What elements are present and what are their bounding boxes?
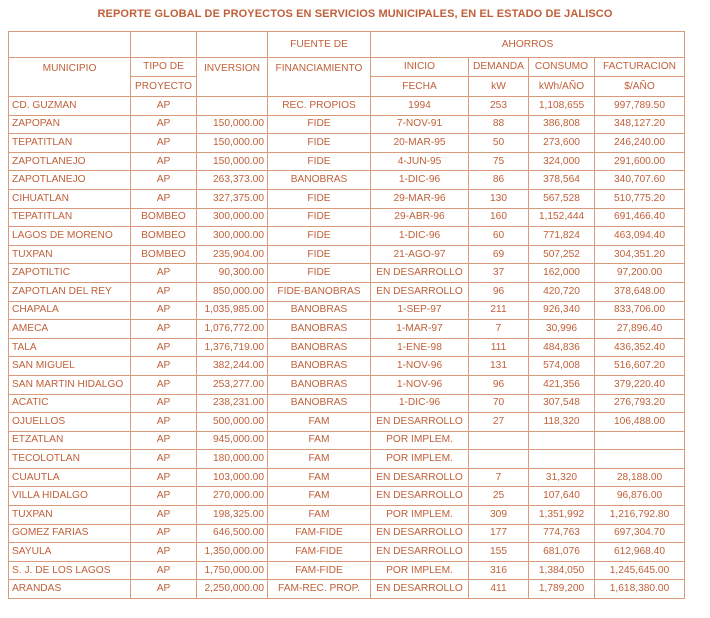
cell-facturacion: 379,220.40: [595, 375, 685, 394]
cell-facturacion: 276,793.20: [595, 394, 685, 413]
table-row: [9, 189, 685, 208]
cell-fuente: FIDE-BANOBRAS: [268, 282, 371, 301]
cell-tipo: AP: [131, 320, 197, 339]
cell-tipo: AP: [131, 264, 197, 283]
cell-inversion: 263,373.00: [197, 171, 268, 190]
cell-fuente: BANOBRAS: [268, 171, 371, 190]
cell-inicio: 1-DIC-96: [371, 227, 469, 246]
table-row: [9, 282, 685, 301]
cell-municipio: VILLA HIDALGO: [9, 487, 131, 506]
cell-fuente: FIDE: [268, 189, 371, 208]
cell-facturacion: [595, 431, 685, 450]
cell-inversion: 1,035,985.00: [197, 301, 268, 320]
cell-consumo: 774,763: [529, 524, 595, 543]
cell-demanda: 86: [469, 171, 529, 190]
cell-inversion: 238,231.00: [197, 394, 268, 413]
cell-consumo: 420,720: [529, 282, 595, 301]
cell-inversion: 1,350,000.00: [197, 543, 268, 562]
cell-tipo: AP: [131, 468, 197, 487]
cell-inicio: 4-JUN-95: [371, 152, 469, 171]
cell-fuente: FIDE: [268, 115, 371, 134]
cell-fuente: FIDE: [268, 245, 371, 264]
cell-facturacion: 510,775.20: [595, 189, 685, 208]
table-row: [9, 171, 685, 190]
cell-consumo: 324,000: [529, 152, 595, 171]
cell-demanda: 25: [469, 487, 529, 506]
cell-fuente: FAM-FIDE: [268, 543, 371, 562]
cell-facturacion: 691,466.40: [595, 208, 685, 227]
cell-tipo: AP: [131, 580, 197, 599]
cell-inicio: EN DESARROLLO: [371, 524, 469, 543]
cell-demanda: 96: [469, 282, 529, 301]
cell-facturacion: 612,968.40: [595, 543, 685, 562]
table-row: [9, 134, 685, 153]
cell-consumo: 1,108,655: [529, 97, 595, 116]
cell-tipo: AP: [131, 506, 197, 525]
cell-municipio: ARANDAS: [9, 580, 131, 599]
table-row: [9, 506, 685, 525]
cell-fuente: BANOBRAS: [268, 357, 371, 376]
table-row: [9, 115, 685, 134]
cell-tipo: AP: [131, 561, 197, 580]
table-row: [9, 413, 685, 432]
cell-demanda: 69: [469, 245, 529, 264]
cell-consumo: 378,564: [529, 171, 595, 190]
cell-fuente: BANOBRAS: [268, 320, 371, 339]
cell-consumo: 421,356: [529, 375, 595, 394]
header-blank-tipo: [131, 32, 197, 58]
cell-facturacion: 697,304.70: [595, 524, 685, 543]
table-row: [9, 208, 685, 227]
table-row: [9, 227, 685, 246]
cell-facturacion: 1,245,645.00: [595, 561, 685, 580]
header-tipo-line2: PROYECTO: [131, 77, 197, 97]
cell-demanda: 211: [469, 301, 529, 320]
table-row: [9, 152, 685, 171]
header-consumo-line1: CONSUMO: [529, 58, 595, 77]
cell-consumo: 1,789,200: [529, 580, 595, 599]
cell-tipo: AP: [131, 394, 197, 413]
cell-demanda: 130: [469, 189, 529, 208]
cell-facturacion: [595, 450, 685, 469]
cell-consumo: [529, 431, 595, 450]
cell-inversion: 382,244.00: [197, 357, 268, 376]
cell-facturacion: 304,351.20: [595, 245, 685, 264]
cell-inicio: 1-ENE-98: [371, 338, 469, 357]
header-inicio-line2: FECHA: [371, 77, 469, 97]
cell-inicio: 1-NOV-96: [371, 357, 469, 376]
cell-inicio: EN DESARROLLO: [371, 487, 469, 506]
projects-table: [8, 31, 685, 599]
cell-demanda: 160: [469, 208, 529, 227]
cell-facturacion: 378,648.00: [595, 282, 685, 301]
cell-fuente: FAM: [268, 468, 371, 487]
header-consumo-line2: kWh/AÑO: [529, 77, 595, 97]
cell-fuente: FIDE: [268, 227, 371, 246]
cell-fuente: FAM: [268, 431, 371, 450]
cell-facturacion: 516,607.20: [595, 357, 685, 376]
cell-municipio: TECOLOTLAN: [9, 450, 131, 469]
cell-municipio: LAGOS DE MORENO: [9, 227, 131, 246]
cell-facturacion: 27,896.40: [595, 320, 685, 339]
cell-fuente: FAM: [268, 506, 371, 525]
cell-inversion: 1,376,719.00: [197, 338, 268, 357]
cell-tipo: BOMBEO: [131, 245, 197, 264]
cell-facturacion: 246,240.00: [595, 134, 685, 153]
table-row: [9, 431, 685, 450]
cell-inversion: 150,000.00: [197, 134, 268, 153]
cell-consumo: 1,152,444: [529, 208, 595, 227]
cell-inicio: 21-AGO-97: [371, 245, 469, 264]
cell-inicio: POR IMPLEM.: [371, 450, 469, 469]
cell-inicio: 1994: [371, 97, 469, 116]
cell-municipio: CUAUTLA: [9, 468, 131, 487]
cell-inversion: 198,325.00: [197, 506, 268, 525]
cell-inversion: 945,000.00: [197, 431, 268, 450]
cell-facturacion: 28,188.00: [595, 468, 685, 487]
table-row: [9, 543, 685, 562]
cell-municipio: SAYULA: [9, 543, 131, 562]
cell-fuente: FAM-FIDE: [268, 561, 371, 580]
report-title: REPORTE GLOBAL DE PROYECTOS EN SERVICIOS MUNICIPALES, EN EL ESTADO DE JALISCO: [97, 8, 613, 20]
cell-inversion: 327,375.00: [197, 189, 268, 208]
table-row: [9, 561, 685, 580]
cell-demanda: 60: [469, 227, 529, 246]
cell-inversion: 850,000.00: [197, 282, 268, 301]
cell-inversion: [197, 97, 268, 116]
cell-municipio: SAN MIGUEL: [9, 357, 131, 376]
cell-inicio: EN DESARROLLO: [371, 468, 469, 487]
cell-municipio: TEPATITLAN: [9, 208, 131, 227]
table-row: [9, 468, 685, 487]
cell-consumo: 926,340: [529, 301, 595, 320]
cell-inversion: 270,000.00: [197, 487, 268, 506]
cell-municipio: CHAPALA: [9, 301, 131, 320]
cell-facturacion: 340,707.60: [595, 171, 685, 190]
cell-inicio: 1-DIC-96: [371, 394, 469, 413]
cell-fuente: BANOBRAS: [268, 338, 371, 357]
cell-municipio: S. J. DE LOS LAGOS: [9, 561, 131, 580]
cell-inversion: 235,904.00: [197, 245, 268, 264]
cell-consumo: 681,076: [529, 543, 595, 562]
cell-tipo: AP: [131, 357, 197, 376]
cell-facturacion: 96,876.00: [595, 487, 685, 506]
cell-tipo: AP: [131, 487, 197, 506]
table-row: [9, 580, 685, 599]
cell-inversion: 90,300.00: [197, 264, 268, 283]
cell-consumo: 771,824: [529, 227, 595, 246]
cell-inicio: EN DESARROLLO: [371, 413, 469, 432]
cell-consumo: 162,000: [529, 264, 595, 283]
cell-tipo: AP: [131, 375, 197, 394]
header-facturacion-line1: FACTURACION: [595, 58, 685, 77]
cell-inicio: 29-ABR-96: [371, 208, 469, 227]
cell-demanda: 75: [469, 152, 529, 171]
table-body: [9, 97, 685, 599]
cell-inversion: 646,500.00: [197, 524, 268, 543]
cell-tipo: AP: [131, 543, 197, 562]
cell-consumo: 31,320: [529, 468, 595, 487]
cell-demanda: 131: [469, 357, 529, 376]
cell-fuente: FAM: [268, 487, 371, 506]
cell-tipo: AP: [131, 413, 197, 432]
header-fuente-line1: FUENTE DE: [268, 32, 371, 58]
cell-fuente: FAM-REC. PROP.: [268, 580, 371, 599]
cell-fuente: FAM: [268, 450, 371, 469]
cell-consumo: 273,600: [529, 134, 595, 153]
cell-fuente: FAM-FIDE: [268, 524, 371, 543]
cell-consumo: 307,548: [529, 394, 595, 413]
cell-municipio: ZAPOPAN: [9, 115, 131, 134]
table-row: [9, 320, 685, 339]
table-row: [9, 301, 685, 320]
table-row: [9, 524, 685, 543]
cell-tipo: AP: [131, 171, 197, 190]
cell-inicio: EN DESARROLLO: [371, 282, 469, 301]
cell-facturacion: 1,216,792.80: [595, 506, 685, 525]
cell-tipo: AP: [131, 282, 197, 301]
cell-demanda: 50: [469, 134, 529, 153]
cell-demanda: 27: [469, 413, 529, 432]
cell-demanda: 37: [469, 264, 529, 283]
cell-facturacion: 348,127.20: [595, 115, 685, 134]
cell-fuente: FIDE: [268, 152, 371, 171]
cell-inicio: 7-NOV-91: [371, 115, 469, 134]
cell-demanda: 316: [469, 561, 529, 580]
cell-demanda: 253: [469, 97, 529, 116]
cell-demanda: 7: [469, 468, 529, 487]
table-row: [9, 487, 685, 506]
table-header: [9, 32, 685, 97]
cell-consumo: 118,320: [529, 413, 595, 432]
header-blank-municipio: [9, 32, 131, 58]
cell-facturacion: 463,094.40: [595, 227, 685, 246]
cell-demanda: 177: [469, 524, 529, 543]
cell-consumo: 574,008: [529, 357, 595, 376]
table-row: [9, 394, 685, 413]
header-ahorros: AHORROS: [371, 32, 685, 58]
cell-inversion: 180,000.00: [197, 450, 268, 469]
cell-municipio: ZAPOTLANEJO: [9, 152, 131, 171]
cell-municipio: TUXPAN: [9, 506, 131, 525]
table-row: [9, 450, 685, 469]
cell-inicio: EN DESARROLLO: [371, 543, 469, 562]
cell-municipio: OJUELLOS: [9, 413, 131, 432]
cell-consumo: 484,836: [529, 338, 595, 357]
cell-tipo: AP: [131, 97, 197, 116]
cell-inversion: 103,000.00: [197, 468, 268, 487]
cell-inversion: 150,000.00: [197, 152, 268, 171]
cell-consumo: 507,252: [529, 245, 595, 264]
cell-inicio: 1-DIC-96: [371, 171, 469, 190]
cell-inversion: 1,076,772.00: [197, 320, 268, 339]
cell-demanda: 96: [469, 375, 529, 394]
header-municipio: MUNICIPIO: [9, 58, 131, 97]
cell-inicio: EN DESARROLLO: [371, 264, 469, 283]
cell-inicio: EN DESARROLLO: [371, 580, 469, 599]
cell-tipo: BOMBEO: [131, 227, 197, 246]
cell-demanda: [469, 450, 529, 469]
cell-inversion: 300,000.00: [197, 208, 268, 227]
cell-inversion: 2,250,000.00: [197, 580, 268, 599]
table-row: [9, 375, 685, 394]
cell-tipo: AP: [131, 152, 197, 171]
header-inicio-line1: INICIO: [371, 58, 469, 77]
cell-municipio: SAN MARTIN HIDALGO: [9, 375, 131, 394]
cell-consumo: 567,528: [529, 189, 595, 208]
cell-municipio: ZAPOTLAN DEL REY: [9, 282, 131, 301]
cell-municipio: TEPATITLAN: [9, 134, 131, 153]
header-facturacion-line2: $/AÑO: [595, 77, 685, 97]
cell-fuente: REC. PROPIOS: [268, 97, 371, 116]
table-row: [9, 338, 685, 357]
cell-consumo: [529, 450, 595, 469]
cell-demanda: 7: [469, 320, 529, 339]
header-inversion: INVERSION: [197, 58, 268, 97]
cell-facturacion: 436,352.40: [595, 338, 685, 357]
cell-tipo: AP: [131, 115, 197, 134]
cell-tipo: AP: [131, 338, 197, 357]
cell-inicio: 1-SEP-97: [371, 301, 469, 320]
header-demanda-line2: kW: [469, 77, 529, 97]
cell-tipo: AP: [131, 189, 197, 208]
cell-municipio: ZAPOTILTIC: [9, 264, 131, 283]
cell-inicio: POR IMPLEM.: [371, 431, 469, 450]
cell-inversion: 500,000.00: [197, 413, 268, 432]
cell-inicio: 20-MAR-95: [371, 134, 469, 153]
cell-demanda: [469, 431, 529, 450]
cell-inicio: 1-NOV-96: [371, 375, 469, 394]
cell-fuente: FIDE: [268, 134, 371, 153]
table-row: [9, 97, 685, 116]
cell-demanda: 111: [469, 338, 529, 357]
cell-inversion: 150,000.00: [197, 115, 268, 134]
cell-municipio: CD. GUZMAN: [9, 97, 131, 116]
cell-demanda: 411: [469, 580, 529, 599]
cell-demanda: 70: [469, 394, 529, 413]
cell-municipio: ETZATLAN: [9, 431, 131, 450]
cell-tipo: AP: [131, 431, 197, 450]
cell-municipio: TUXPAN: [9, 245, 131, 264]
cell-inversion: 300,000.00: [197, 227, 268, 246]
cell-fuente: BANOBRAS: [268, 375, 371, 394]
cell-fuente: FIDE: [268, 264, 371, 283]
cell-fuente: FAM: [268, 413, 371, 432]
cell-municipio: AMECA: [9, 320, 131, 339]
cell-facturacion: 106,488.00: [595, 413, 685, 432]
table-row: [9, 357, 685, 376]
cell-municipio: ZAPOTLANEJO: [9, 171, 131, 190]
cell-consumo: 386,808: [529, 115, 595, 134]
cell-municipio: ACATIC: [9, 394, 131, 413]
cell-consumo: 1,384,050: [529, 561, 595, 580]
cell-demanda: 88: [469, 115, 529, 134]
cell-inversion: 253,277.00: [197, 375, 268, 394]
cell-tipo: AP: [131, 524, 197, 543]
header-blank-inversion: [197, 32, 268, 58]
cell-consumo: 1,351,992: [529, 506, 595, 525]
cell-inversion: 1,750,000.00: [197, 561, 268, 580]
cell-demanda: 309: [469, 506, 529, 525]
cell-municipio: GOMEZ FARIAS: [9, 524, 131, 543]
cell-municipio: CIHUATLAN: [9, 189, 131, 208]
cell-fuente: FIDE: [268, 208, 371, 227]
table-row: [9, 264, 685, 283]
cell-facturacion: 833,706.00: [595, 301, 685, 320]
cell-tipo: AP: [131, 134, 197, 153]
cell-demanda: 155: [469, 543, 529, 562]
cell-municipio: TALA: [9, 338, 131, 357]
cell-consumo: 30,996: [529, 320, 595, 339]
cell-inicio: POR IMPLEM.: [371, 561, 469, 580]
cell-inicio: 29-MAR-96: [371, 189, 469, 208]
header-demanda-line1: DEMANDA: [469, 58, 529, 77]
cell-facturacion: 97,200.00: [595, 264, 685, 283]
cell-tipo: AP: [131, 301, 197, 320]
header-fuente-line2: FINANCIAMIENTO: [268, 58, 371, 97]
cell-tipo: BOMBEO: [131, 208, 197, 227]
cell-inicio: POR IMPLEM.: [371, 506, 469, 525]
cell-fuente: BANOBRAS: [268, 394, 371, 413]
cell-inicio: 1-MAR-97: [371, 320, 469, 339]
table-row: [9, 245, 685, 264]
cell-tipo: AP: [131, 450, 197, 469]
cell-fuente: BANOBRAS: [268, 301, 371, 320]
cell-facturacion: 997,789.50: [595, 97, 685, 116]
header-tipo-line1: TIPO DE: [131, 58, 197, 77]
cell-consumo: 107,640: [529, 487, 595, 506]
cell-facturacion: 1,618,380.00: [595, 580, 685, 599]
cell-facturacion: 291,600.00: [595, 152, 685, 171]
